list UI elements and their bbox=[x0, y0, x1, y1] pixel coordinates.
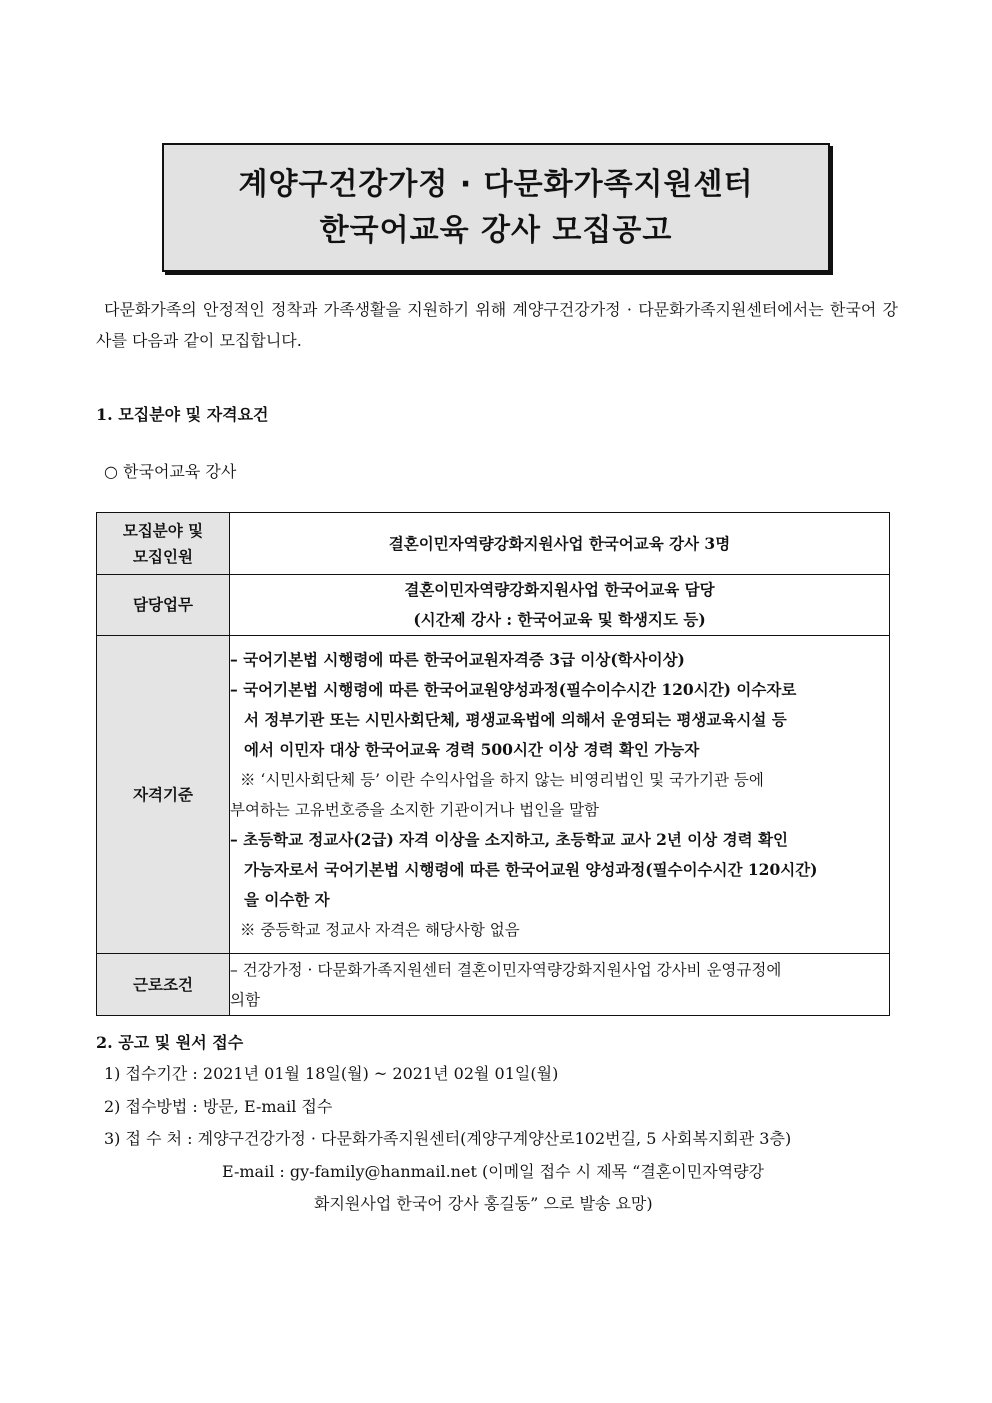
qual-line: 을 이수한 자 bbox=[244, 889, 330, 909]
qual-line: – 국어기본법 시행령에 따른 한국어교원자격증 3급 이상(학사이상) bbox=[230, 649, 685, 669]
row-header bbox=[97, 513, 230, 575]
section2-item-2: 2) 접수방법 : 방문, E-mail 접수 bbox=[104, 1097, 333, 1116]
title-line-2: 한국어교육 강사 모집공고 bbox=[319, 212, 673, 248]
qual-line: 가능자로서 국어기본법 시행령에 따른 한국어교원 양성과정(필수이수시간 120시간) bbox=[244, 859, 818, 879]
qual-note: ※ 중등학교 정교사 자격은 해당사항 없음 bbox=[240, 920, 520, 939]
qual-line: 에서 이민자 대상 한국어교육 경력 500시간 이상 경력 확인 가능자 bbox=[244, 739, 700, 759]
row-header-line: 모집인원 bbox=[133, 546, 193, 566]
row-content bbox=[230, 954, 890, 1016]
content-line: (시간제 강사 : 한국어교육 및 학생지도 등) bbox=[413, 610, 706, 629]
row-header: 담당업무 bbox=[97, 575, 230, 636]
content-line: 결혼이민자역량강화지원사업 한국어교육 담당 bbox=[404, 580, 715, 599]
email-line-2: 화지원사업 한국어 강사 홍길동” 으로 발송 요망) bbox=[314, 1194, 653, 1213]
qual-line: – 국어기본법 시행령에 따른 한국어교원양성과정(필수이수시간 120시간) 이수자로 bbox=[230, 679, 797, 699]
row-content bbox=[230, 636, 890, 954]
table-row bbox=[97, 954, 890, 1016]
title-line-1: 계양구건강가정 · 다문화가족지원센터 bbox=[238, 166, 754, 202]
qual-line: – 초등학교 정교사(2급) 자격 이상을 소지하고, 초등학교 교사 2년 이상 경력 확인 bbox=[230, 829, 788, 849]
requirements-table bbox=[96, 512, 890, 1016]
section2-item-3: 3) 접 수 처 : 계양구건강가정 · 다문화가족지원센터(계양구계양산로102번길, 5 사회복지회관 3층) bbox=[104, 1129, 792, 1148]
table-row bbox=[97, 513, 890, 575]
row-header: 근로조건 bbox=[97, 954, 230, 1016]
row-content: 결혼이민자역량강화지원사업 한국어교육 강사 3명 bbox=[230, 513, 890, 575]
qual-line: 서 정부기관 또는 시민사회단체, 평생교육법에 의해서 운영되는 평생교육시설 등 bbox=[244, 709, 787, 729]
qual-note: ※ ‘시민사회단체 등’ 이란 수익사업을 하지 않는 비영리법인 및 국가기관 등에 bbox=[240, 770, 764, 789]
condition-line: 의함 bbox=[230, 990, 260, 1009]
section2-item-1: 1) 접수기간 : 2021년 01월 18일(월) ~ 2021년 02월 01일(월) bbox=[104, 1064, 559, 1083]
table-row bbox=[97, 636, 890, 954]
row-header: 자격기준 bbox=[97, 636, 230, 954]
section1-heading: 1. 모집분야 및 자격요건 bbox=[96, 405, 269, 424]
row-content bbox=[230, 575, 890, 636]
email-line: E-mail : gy-family@hanmail.net (이메일 접수 시 제목 “결혼이민자역량강 bbox=[222, 1162, 765, 1181]
title-box bbox=[162, 143, 830, 272]
table-row bbox=[97, 575, 890, 636]
section2-heading: 2. 공고 및 원서 접수 bbox=[96, 1033, 244, 1052]
section1-bullet: ○ 한국어교육 강사 bbox=[104, 462, 237, 481]
condition-line: – 건강가정 · 다문화가족지원센터 결혼이민자역량강화지원사업 강사비 운영규정에 bbox=[230, 960, 782, 979]
row-header-line: 모집분야 및 bbox=[122, 520, 204, 540]
intro-paragraph: 다문화가족의 안정적인 정착과 가족생활을 지원하기 위해 계양구건강가정 · 다문화가족지원센터에서는 한국어 강사를 다음과 같이 모집합니다. bbox=[96, 300, 898, 350]
qual-note: 부여하는 고유번호증을 소지한 기관이거나 법인을 말함 bbox=[230, 800, 600, 819]
